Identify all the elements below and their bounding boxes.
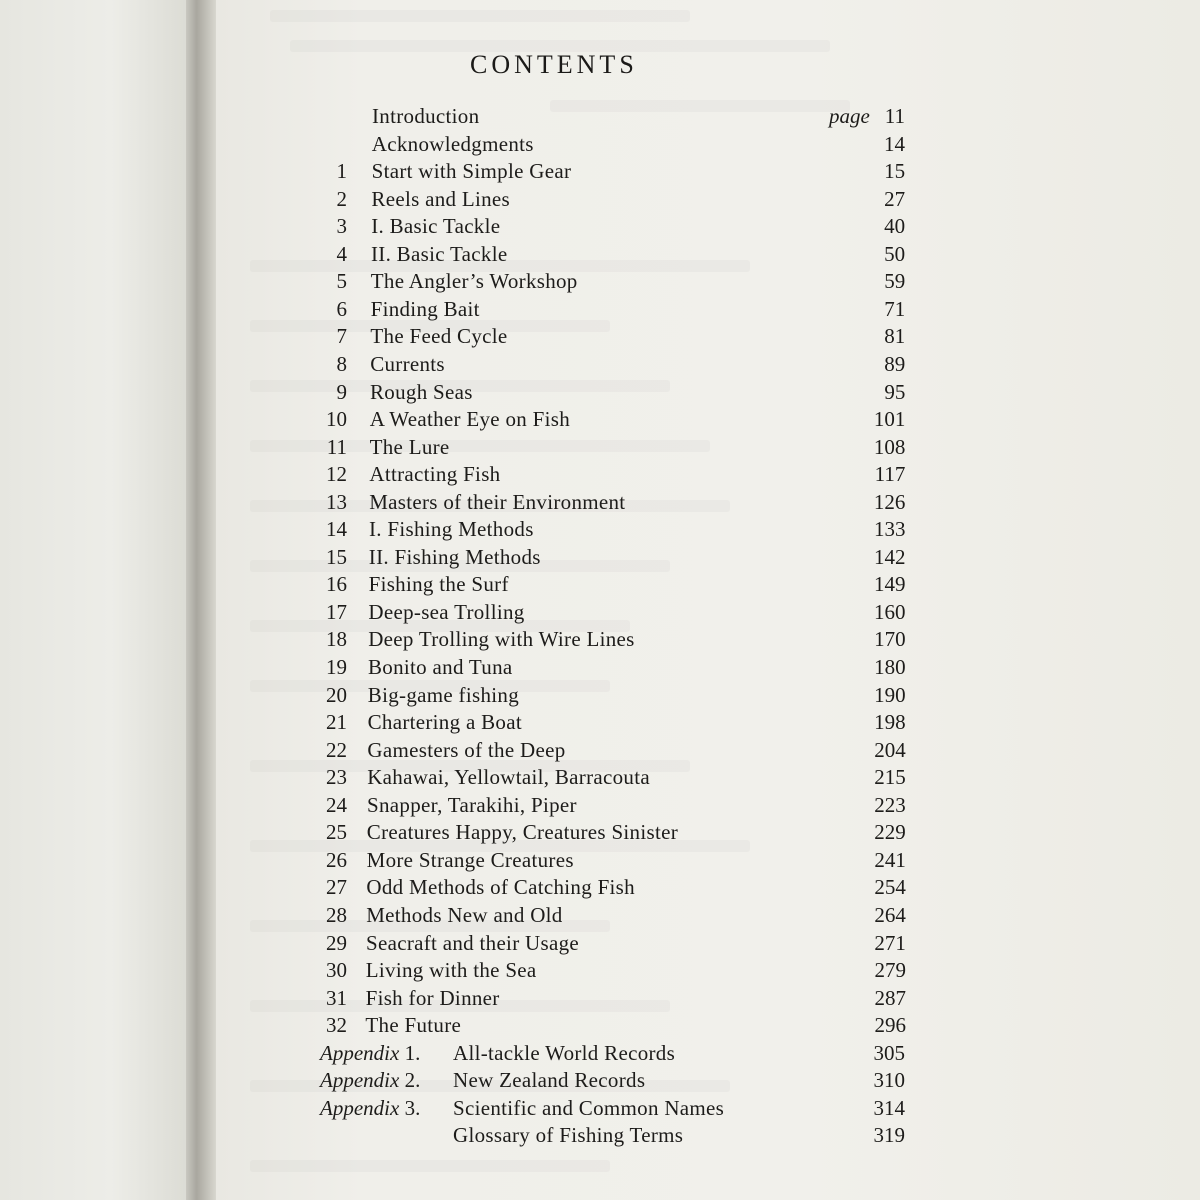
- chapter-number: 3: [336, 214, 347, 239]
- page-number: 81: [884, 324, 906, 349]
- page-number: 296: [874, 1013, 906, 1038]
- chapter-title: I. Basic Tackle: [371, 214, 501, 239]
- page-number: 223: [874, 792, 906, 817]
- appendix-word: Appendix: [320, 1040, 400, 1065]
- chapter-number: 32: [326, 1013, 347, 1038]
- chapter-title: Currents: [370, 351, 445, 376]
- page-number: 170: [874, 627, 906, 652]
- toc-entry: [0, 267, 1200, 295]
- chapter-number: 9: [336, 379, 347, 404]
- chapter-number: 31: [326, 985, 347, 1010]
- chapter-number: 22: [326, 737, 347, 762]
- page-number: 89: [884, 351, 906, 376]
- toc-entry: [0, 901, 1200, 929]
- toc-entry: [0, 708, 1200, 736]
- chapter-number: 14: [326, 517, 347, 542]
- appendix-number: 2.: [404, 1068, 421, 1093]
- page-label: page: [829, 104, 870, 128]
- page-title: CONTENTS: [470, 50, 638, 79]
- toc-entry: [0, 488, 1200, 516]
- page-number: 133: [873, 517, 906, 542]
- toc-entry: [0, 185, 1200, 213]
- page-number: 40: [884, 214, 906, 239]
- chapter-title: Living with the Sea: [365, 958, 537, 983]
- chapter-number: 19: [326, 655, 347, 679]
- page-number: 27: [884, 186, 906, 211]
- appendix-word: Appendix: [320, 1095, 400, 1120]
- toc-entry: [0, 625, 1200, 653]
- toc-entry: [0, 378, 1200, 406]
- page-number: 190: [874, 682, 906, 707]
- chapter-title: Methods New and Old: [366, 902, 563, 927]
- toc-entry: [0, 873, 1200, 901]
- page-number: 101: [873, 407, 906, 432]
- toc-appendix-entry: [0, 1094, 1200, 1122]
- toc-entry: [0, 405, 1200, 433]
- chapter-title: Gamesters of the Deep: [367, 737, 566, 762]
- toc-entry: [0, 102, 1200, 130]
- chapter-number: 8: [336, 351, 347, 376]
- chapter-title: Fishing the Surf: [368, 572, 509, 597]
- toc-entry: [0, 212, 1200, 240]
- chapter-number: 12: [326, 462, 347, 487]
- appendix-label: [320, 1039, 420, 1067]
- appendix-word: Appendix: [320, 1068, 400, 1093]
- chapter-title: Introduction: [372, 104, 480, 128]
- chapter-number: 29: [326, 930, 347, 955]
- chapter-title: Bonito and Tuna: [368, 655, 513, 679]
- chapter-title: Snapper, Tarakihi, Piper: [367, 792, 577, 817]
- appendix-label: [320, 1066, 420, 1094]
- chapter-title: More Strange Creatures: [366, 847, 574, 872]
- appendix-title: New Zealand Records: [453, 1068, 646, 1093]
- chapter-number: 30: [326, 958, 347, 983]
- page-number: 229: [874, 820, 906, 845]
- toc-entry: [0, 984, 1200, 1012]
- chapter-number: 27: [326, 875, 347, 900]
- appendix-label: [320, 1094, 420, 1122]
- page-number: 14: [884, 131, 906, 156]
- page-number: 241: [874, 847, 906, 872]
- toc-entry: [0, 598, 1200, 626]
- chapter-title: Seacraft and their Usage: [366, 930, 580, 955]
- page-number: 59: [884, 269, 906, 294]
- toc-entry: [0, 460, 1200, 488]
- chapter-number: 4: [336, 241, 347, 266]
- toc-glossary-entry: [0, 1121, 1200, 1149]
- chapter-title: Chartering a Boat: [367, 710, 522, 735]
- chapter-title: Masters of their Environment: [369, 489, 626, 514]
- page-number: 198: [874, 710, 906, 735]
- page-number: 310: [873, 1068, 905, 1093]
- page-number: 149: [874, 572, 906, 597]
- page-number: 271: [874, 930, 906, 955]
- chapter-title: Acknowledgments: [371, 131, 534, 156]
- toc-entry: [0, 791, 1200, 819]
- toc-entry: [0, 570, 1200, 598]
- chapter-number: 1: [336, 159, 347, 184]
- chapter-title: II. Fishing Methods: [368, 544, 541, 569]
- page-number: 50: [884, 241, 906, 266]
- toc-entry: [0, 295, 1200, 323]
- toc-entry: [0, 736, 1200, 764]
- chapter-title: Kahawai, Yellowtail, Barracouta: [367, 765, 650, 790]
- chapter-title: Odd Methods of Catching Fish: [366, 875, 635, 900]
- chapter-title: Big-game fishing: [367, 682, 519, 707]
- page-number: 180: [874, 655, 906, 679]
- chapter-number: 7: [336, 324, 347, 349]
- chapter-number: 6: [336, 296, 347, 321]
- toc-entry: [0, 1011, 1200, 1039]
- page-number: 71: [884, 296, 906, 321]
- appendix-number: 3.: [404, 1095, 421, 1120]
- toc-entry: [0, 515, 1200, 543]
- chapter-number: 18: [326, 627, 347, 652]
- chapter-title: The Angler’s Workshop: [370, 269, 578, 294]
- page-number: 160: [874, 599, 906, 624]
- chapter-number: 10: [326, 407, 347, 432]
- toc-entry: [0, 681, 1200, 709]
- page-number: 287: [874, 985, 906, 1010]
- toc-entry: [0, 653, 1200, 681]
- page-number: 126: [873, 489, 906, 514]
- chapter-title: II. Basic Tackle: [371, 241, 508, 266]
- toc-entry: [0, 130, 1200, 158]
- toc-entry: [0, 929, 1200, 957]
- toc-appendix-entry: [0, 1039, 1200, 1067]
- chapter-number: 23: [326, 765, 347, 790]
- page-number: 204: [874, 737, 906, 762]
- page-number: 314: [873, 1095, 905, 1120]
- toc-entry: [0, 322, 1200, 350]
- chapter-title: Fish for Dinner: [365, 985, 500, 1010]
- page-number: 279: [874, 958, 906, 983]
- toc-entry: [0, 157, 1200, 185]
- chapter-title: Deep-sea Trolling: [368, 599, 525, 624]
- chapter-number: 25: [326, 820, 347, 845]
- toc-entry: [0, 956, 1200, 984]
- toc-entry: [0, 818, 1200, 846]
- toc-entry: [0, 846, 1200, 874]
- chapter-title: Deep Trolling with Wire Lines: [368, 627, 635, 652]
- chapter-number: 13: [326, 489, 347, 514]
- chapter-title: Attracting Fish: [369, 462, 501, 487]
- appendix-title: All-tackle World Records: [453, 1040, 676, 1065]
- chapter-title: Creatures Happy, Creatures Sinister: [366, 820, 679, 845]
- chapter-title: The Future: [365, 1013, 462, 1038]
- chapter-number: 11: [326, 434, 347, 459]
- page-number: 15: [884, 159, 906, 184]
- chapter-title: A Weather Eye on Fish: [369, 407, 570, 432]
- toc-entry: [0, 543, 1200, 571]
- chapter-title: The Feed Cycle: [370, 324, 508, 349]
- toc-entry: [0, 433, 1200, 461]
- chapter-title: Reels and Lines: [371, 186, 511, 211]
- page-number: 305: [873, 1040, 905, 1065]
- toc-entry: [0, 350, 1200, 378]
- chapter-number: 17: [326, 599, 347, 624]
- chapter-number: 26: [326, 847, 347, 872]
- chapter-number: 28: [326, 902, 347, 927]
- page-number: 117: [874, 462, 906, 487]
- toc-appendix-entry: [0, 1066, 1200, 1094]
- chapter-number: 5: [336, 269, 347, 294]
- page-number: 319: [873, 1123, 905, 1148]
- chapter-title: Rough Seas: [370, 379, 473, 404]
- toc-entry: [0, 763, 1200, 791]
- page-number: 11: [884, 104, 905, 128]
- chapter-number: 20: [326, 682, 347, 707]
- appendix-number: 1.: [404, 1040, 421, 1065]
- glossary-title: Glossary of Fishing Terms: [453, 1123, 684, 1148]
- page-number: 108: [873, 434, 906, 459]
- chapter-number: 16: [326, 572, 347, 597]
- chapter-number: 24: [326, 792, 347, 817]
- chapter-title: Start with Simple Gear: [371, 159, 572, 184]
- chapter-number: 21: [326, 710, 347, 735]
- page-number: 142: [873, 544, 906, 569]
- chapter-number: 15: [326, 544, 347, 569]
- page-number: 95: [884, 379, 906, 404]
- chapter-title: Finding Bait: [370, 296, 480, 321]
- chapter-number: 2: [336, 186, 347, 211]
- toc-entry: [0, 240, 1200, 268]
- page-number: 215: [874, 765, 906, 790]
- chapter-title: The Lure: [369, 434, 450, 459]
- page-number: 254: [874, 875, 906, 900]
- appendix-title: Scientific and Common Names: [453, 1095, 725, 1120]
- chapter-title: I. Fishing Methods: [369, 517, 534, 542]
- page-number: 264: [874, 902, 906, 927]
